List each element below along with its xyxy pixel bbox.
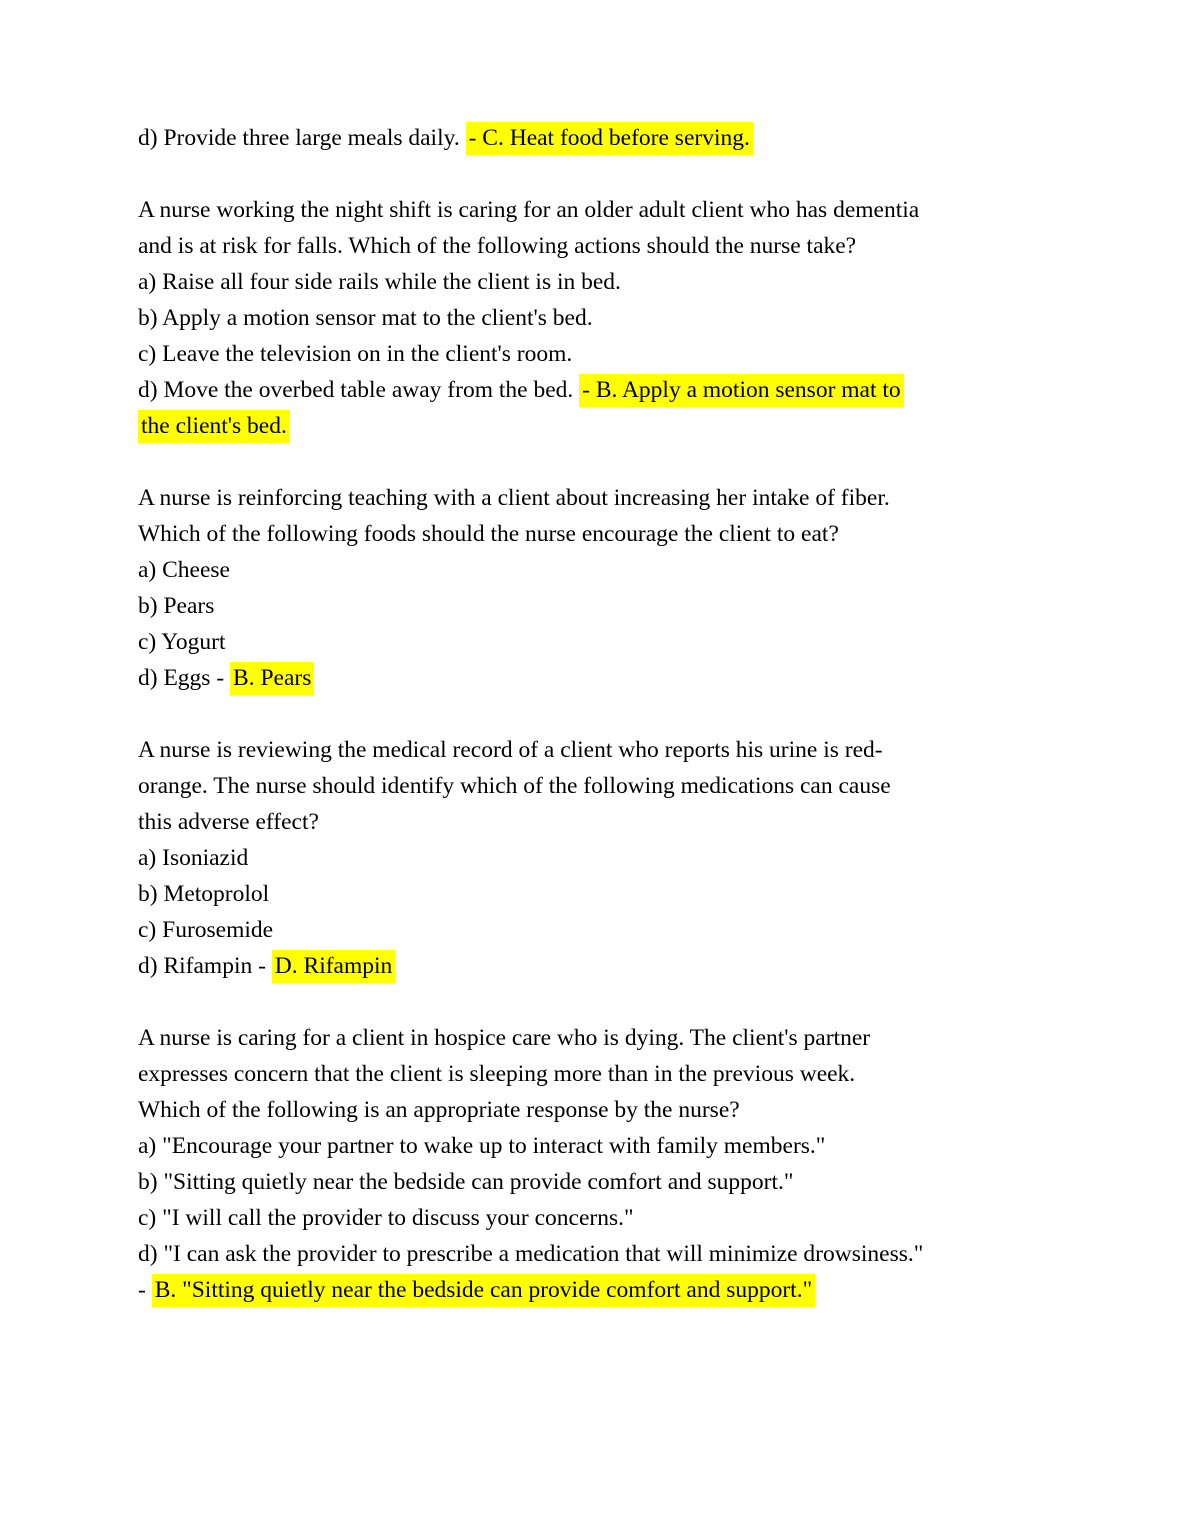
text-segment: b) Metoprolol: [138, 881, 270, 907]
highlighted-answer-segment: - B. Apply a motion sensor mat to: [579, 374, 904, 407]
text-line: [138, 300, 1055, 336]
text-segment: d) Eggs -: [138, 665, 231, 691]
text-segment: A nurse is reinforcing teaching with a client about increasing her intake of fiber.: [138, 485, 890, 511]
text-line: [138, 516, 1055, 552]
text-line: [138, 876, 1055, 912]
text-segment: c) "I will call the provider to discuss your concerns.": [138, 1205, 634, 1231]
text-line: [138, 1128, 1055, 1164]
text-line: [138, 804, 1055, 840]
text-segment: c) Yogurt: [138, 629, 226, 655]
text-line: [138, 192, 1055, 228]
text-segment: this adverse effect?: [138, 809, 319, 835]
text-line: [138, 1236, 1055, 1272]
text-segment: orange. The nurse should identify which of the following medications can cause: [138, 773, 891, 799]
text-segment: a) "Encourage your partner to wake up to interact with family members.": [138, 1133, 826, 1159]
text-line: [138, 912, 1055, 948]
text-segment: -: [138, 1277, 152, 1303]
text-segment: b) Pears: [138, 593, 215, 619]
text-segment: a) Raise all four side rails while the client is in bed.: [138, 269, 621, 295]
text-segment: d) Move the overbed table away from the bed.: [138, 377, 580, 403]
highlighted-answer-segment: - C. Heat food before serving.: [466, 122, 753, 155]
text-segment: A nurse is caring for a client in hospice care who is dying. The client's partner: [138, 1025, 871, 1051]
text-line: [138, 228, 1055, 264]
text-segment: b) Apply a motion sensor mat to the client's bed.: [138, 305, 593, 331]
text-segment: a) Isoniazid: [138, 845, 249, 871]
highlighted-answer-segment: D. Rifampin: [272, 950, 396, 983]
text-line: [138, 408, 1055, 444]
text-line: [138, 120, 1055, 156]
text-line: [138, 264, 1055, 300]
text-segment: d) "I can ask the provider to prescribe a medication that will minimize drowsiness.": [138, 1241, 924, 1267]
text-segment: A nurse is reviewing the medical record of a client who reports his urine is red-: [138, 737, 883, 763]
text-segment: and is at risk for falls. Which of the following actions should the nurse take?: [138, 233, 857, 259]
text-segment: d) Rifampin -: [138, 953, 272, 979]
text-line: [138, 588, 1055, 624]
text-line: [138, 624, 1055, 660]
text-segment: Which of the following foods should the nurse encourage the client to eat?: [138, 521, 839, 547]
text-segment: Which of the following is an appropriate response by the nurse?: [138, 1097, 740, 1123]
highlighted-answer-segment: the client's bed.: [138, 410, 290, 443]
highlighted-answer-segment: B. "Sitting quietly near the bedside can provide comfort and support.": [152, 1274, 815, 1307]
text-line: [138, 1272, 1055, 1308]
text-line: [138, 480, 1055, 516]
text-line: [138, 1164, 1055, 1200]
text-line: [138, 372, 1055, 408]
text-segment: c) Furosemide: [138, 917, 274, 943]
question-block-dementia-falls: [138, 192, 1055, 444]
text-segment: a) Cheese: [138, 557, 230, 583]
text-line: [138, 660, 1055, 696]
text-line: [138, 948, 1055, 984]
text-line: [138, 336, 1055, 372]
text-segment: A nurse working the night shift is caring for an older adult client who has dementia: [138, 197, 920, 223]
text-line: [138, 840, 1055, 876]
text-segment: d) Provide three large meals daily.: [138, 125, 466, 151]
text-segment: c) Leave the television on in the client's room.: [138, 341, 573, 367]
text-line: [138, 1200, 1055, 1236]
question-block-hospice-sleeping: [138, 1020, 1055, 1308]
text-line: [138, 1092, 1055, 1128]
document-body: [138, 120, 1055, 1308]
text-segment: b) "Sitting quietly near the bedside can provide comfort and support.": [138, 1169, 794, 1195]
text-line: [138, 1020, 1055, 1056]
text-segment: expresses concern that the client is sleeping more than in the previous week.: [138, 1061, 856, 1087]
question-block-fiber-intake: [138, 480, 1055, 696]
highlighted-answer-segment: B. Pears: [230, 662, 314, 695]
text-line: [138, 552, 1055, 588]
question-block-urine-red-orange: [138, 732, 1055, 984]
text-line: [138, 1056, 1055, 1092]
text-line: [138, 768, 1055, 804]
text-line: [138, 732, 1055, 768]
question-block-meals-continuation: [138, 120, 1055, 156]
